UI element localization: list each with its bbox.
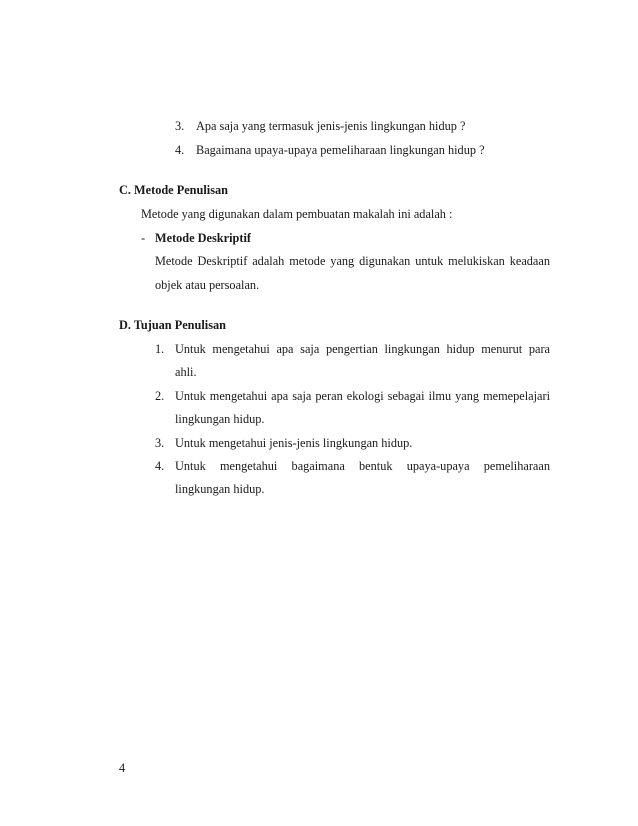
section-heading: D. Tujuan Penulisan [119,318,226,332]
list-item-continuation: ahli. [175,365,197,379]
list-item-continuation: lingkungan hidup. [175,412,265,426]
list-item-continuation: lingkungan hidup. [175,482,265,496]
list-number: 3. [175,119,185,133]
bullet-dash: - [141,231,146,245]
list-number: 4. [175,143,185,157]
list-item-text: Untuk mengetahui apa saja pengertian lingkungan hidup menurut para [175,342,550,356]
list-number: 4. [155,459,165,473]
list-item-text: Bagaimana upaya-upaya pemeliharaan lingkungan hidup ? [196,143,485,157]
description-line: objek atau persoalan. [155,278,260,292]
list-item-text: Untuk mengetahui bagaimana bentuk upaya-upaya pemeliharaan [175,459,550,473]
list-number: 2. [155,389,165,403]
description-line: Metode Deskriptif adalah metode yang digunakan untuk melukiskan keadaan [155,254,550,268]
list-number: 3. [155,436,165,450]
bullet-title: Metode Deskriptif [155,231,251,245]
page-number: 4 [119,761,126,775]
section-intro: Metode yang digunakan dalam pembuatan makalah ini adalah : [141,207,453,221]
list-item-text: Untuk mengetahui jenis-jenis lingkungan hidup. [175,436,413,450]
list-item-text: Apa saja yang termasuk jenis-jenis lingkungan hidup ? [196,119,466,133]
list-item-text: Untuk mengetahui apa saja peran ekologi sebagai ilmu yang memepelajari [175,389,550,403]
section-heading: C. Metode Penulisan [119,183,228,197]
list-number: 1. [155,342,165,356]
